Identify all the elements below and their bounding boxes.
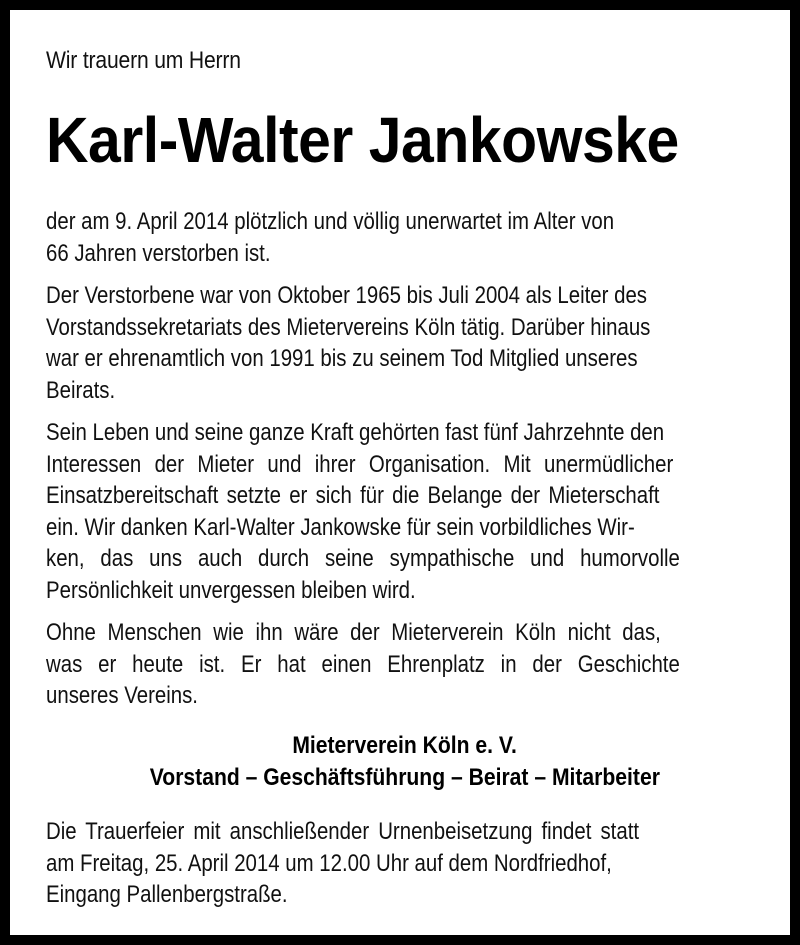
paragraph-tribute bbox=[46, 417, 764, 606]
intro-line: Wir trauern um Herrn bbox=[46, 47, 241, 74]
text-line: Der Verstorbene war von Oktober 1965 bis Juli 2004 als Leiter des bbox=[46, 282, 648, 309]
paragraph-death-announcement bbox=[46, 206, 764, 269]
paragraph-legacy bbox=[46, 617, 764, 712]
text-line: was er heute ist. Er hat einen Ehrenplatz in der Geschichte bbox=[46, 650, 680, 678]
obituary-notice bbox=[10, 10, 790, 935]
signature-organization: Mieterverein Köln e. V. bbox=[292, 732, 518, 759]
text-line: ein. Wir danken Karl-Walter Jankowske für sein vorbildliches Wir- bbox=[46, 513, 635, 541]
text-line: am Freitag, 25. April 2014 um 12.00 Uhr auf dem Nordfriedhof, bbox=[46, 849, 612, 877]
text-line: Eingang Pallenbergstraße. bbox=[46, 881, 288, 908]
paragraph-career bbox=[46, 280, 764, 406]
text-line: Ohne Menschen wie ihn wäre der Mieterverein Köln nicht das, bbox=[46, 619, 661, 646]
paragraph-funeral-details bbox=[46, 816, 764, 911]
text-line: Beirats. bbox=[46, 376, 116, 404]
text-line: Interessen der Mieter und ihrer Organisation. Mit unermüdlicher bbox=[46, 450, 674, 478]
text-line: unseres Vereins. bbox=[46, 682, 198, 709]
signature-groups: Vorstand – Geschäftsführung – Beirat – Mitarbeiter bbox=[149, 764, 661, 791]
text-line: Sein Leben und seine ganze Kraft gehörten fast fünf Jahrzehnte den bbox=[46, 419, 665, 446]
text-line: Einsatzbereitschaft setzte er sich für die Belange der Mieterschaft bbox=[46, 482, 660, 509]
deceased-name: Karl-Walter Jankowske bbox=[46, 104, 679, 176]
text-line: 66 Jahren verstorben ist. bbox=[46, 239, 271, 267]
text-line: Persönlichkeit unvergessen bleiben wird. bbox=[46, 576, 416, 604]
text-line: der am 9. April 2014 plötzlich und völlig unerwartet im Alter von bbox=[46, 208, 615, 235]
text-line: Vorstandssekretariats des Mietervereins Köln tätig. Darüber hinaus bbox=[46, 313, 651, 341]
text-line: war er ehrenamtlich von 1991 bis zu seinem Tod Mitglied unseres bbox=[46, 345, 638, 372]
text-line: ken, das uns auch durch seine sympathische und humorvolle bbox=[46, 545, 680, 572]
text-line: Die Trauerfeier mit anschließender Urnenbeisetzung findet statt bbox=[46, 818, 640, 845]
